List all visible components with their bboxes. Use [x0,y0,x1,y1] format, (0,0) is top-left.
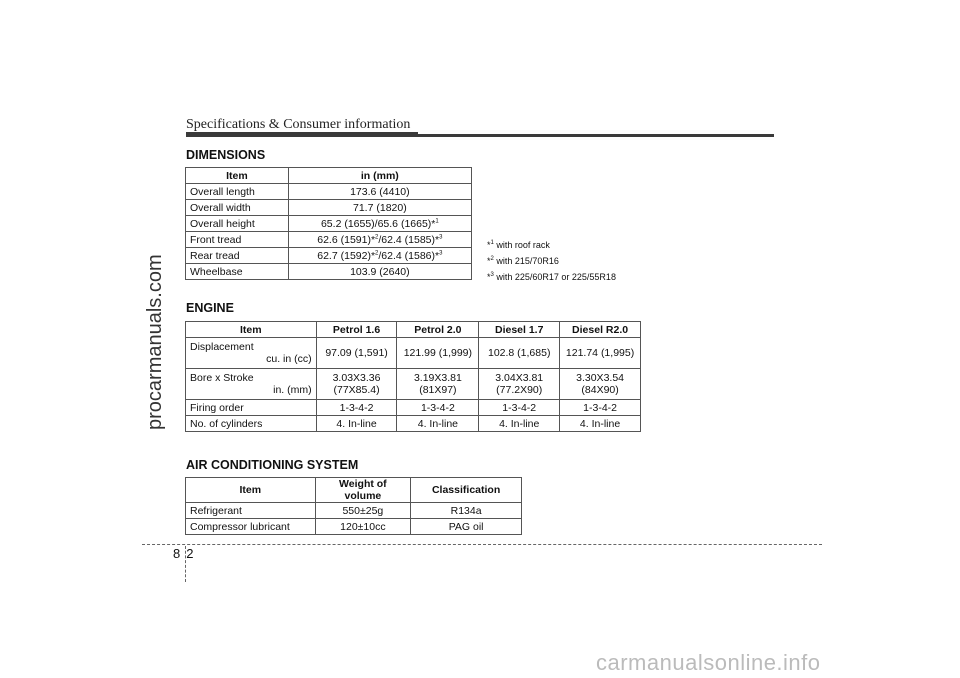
column-header: Diesel R2.0 [560,322,641,338]
row-value: 97.09 (1,591) [316,338,397,369]
dimensions-table [185,167,472,280]
table-header-row [186,478,522,503]
row-item: Compressor lubricant [186,519,316,535]
bottom-watermark: carmanualsonline.info [596,650,821,675]
row-value: 1-3-4-2 [316,400,397,416]
engine-title: ENGINE [186,301,234,315]
table-row [186,400,641,416]
footer-rule [142,544,822,545]
row-value: 1-3-4-2 [479,400,560,416]
row-value: 120±10cc [315,519,411,535]
row-item: Bore x Stroke in. (mm) [186,369,317,400]
row-value: 173.6 (4410) [288,184,471,200]
table-row [186,216,472,232]
aircon-table [185,477,522,535]
column-header: Item [186,168,289,184]
column-header: Petrol 1.6 [316,322,397,338]
row-value: 3.19X3.81 (81X97) [397,369,479,400]
column-header: Item [186,478,316,503]
footnote: *$^1$ with roof rack [487,240,550,250]
row-value: 3.30X3.54 (84X90) [560,369,641,400]
row-value: 4. In-line [316,416,397,432]
column-header: Petrol 2.0 [397,322,479,338]
table-header-row [186,322,641,338]
dimension-footnotes [487,236,616,284]
engine-table [185,321,641,432]
row-item: Wheelbase [186,264,289,280]
side-watermark: procarmanuals.com [144,254,166,430]
row-value: 121.99 (1,999) [397,338,479,369]
table-row [186,338,641,369]
row-value: 1-3-4-2 [560,400,641,416]
row-value: 4. In-line [397,416,479,432]
row-value: 121.74 (1,995) [560,338,641,369]
column-header: Weight of volume [315,478,411,503]
row-value: PAG oil [411,519,522,535]
aircon-title: AIR CONDITIONING SYSTEM [186,458,359,472]
row-item: Rear tread [186,248,289,264]
row-item: Front tread [186,232,289,248]
page-number: 82 [173,546,200,561]
row-value: 550±25g [315,503,411,519]
row-value: 62.6 (1591)*$^2$/62.4 (1585)*$^3$ [288,232,471,248]
header-rule-accent [186,132,418,137]
row-value: 4. In-line [560,416,641,432]
row-value: R134a [411,503,522,519]
row-item: Overall height [186,216,289,232]
footnote: *$^3$ with 225/60R17 or 225/55R18 [487,272,616,282]
table-row [186,264,472,280]
section-header-title: Specifications & Consumer information [186,117,411,132]
row-item: Firing order [186,400,317,416]
row-item: Refrigerant [186,503,316,519]
row-value: 103.9 (2640) [288,264,471,280]
table-row [186,248,472,264]
table-row [186,369,641,400]
row-value: 62.7 (1592)*$^2$/62.4 (1586)*$^3$ [288,248,471,264]
row-value: 3.03X3.36 (77X85.4) [316,369,397,400]
row-value: 71.7 (1820) [288,200,471,216]
column-header: Classification [411,478,522,503]
row-item: No. of cylinders [186,416,317,432]
footnote: *$^2$ with 215/70R16 [487,256,559,266]
column-header: Diesel 1.7 [479,322,560,338]
table-row [186,232,472,248]
table-row [186,200,472,216]
column-header: in (mm) [288,168,471,184]
row-value: 65.2 (1655)/65.6 (1665)*$^1$ [288,216,471,232]
row-item: Overall width [186,200,289,216]
column-header: Item [186,322,317,338]
row-value: 4. In-line [479,416,560,432]
row-value: 102.8 (1,685) [479,338,560,369]
table-row [186,184,472,200]
dimensions-title: DIMENSIONS [186,148,266,162]
table-header-row [186,168,472,184]
row-value: 1-3-4-2 [397,400,479,416]
row-item: Displacement cu. in (cc) [186,338,317,369]
table-row [186,519,522,535]
table-row [186,416,641,432]
row-item: Overall length [186,184,289,200]
row-value: 3.04X3.81 (77.2X90) [479,369,560,400]
table-row [186,503,522,519]
